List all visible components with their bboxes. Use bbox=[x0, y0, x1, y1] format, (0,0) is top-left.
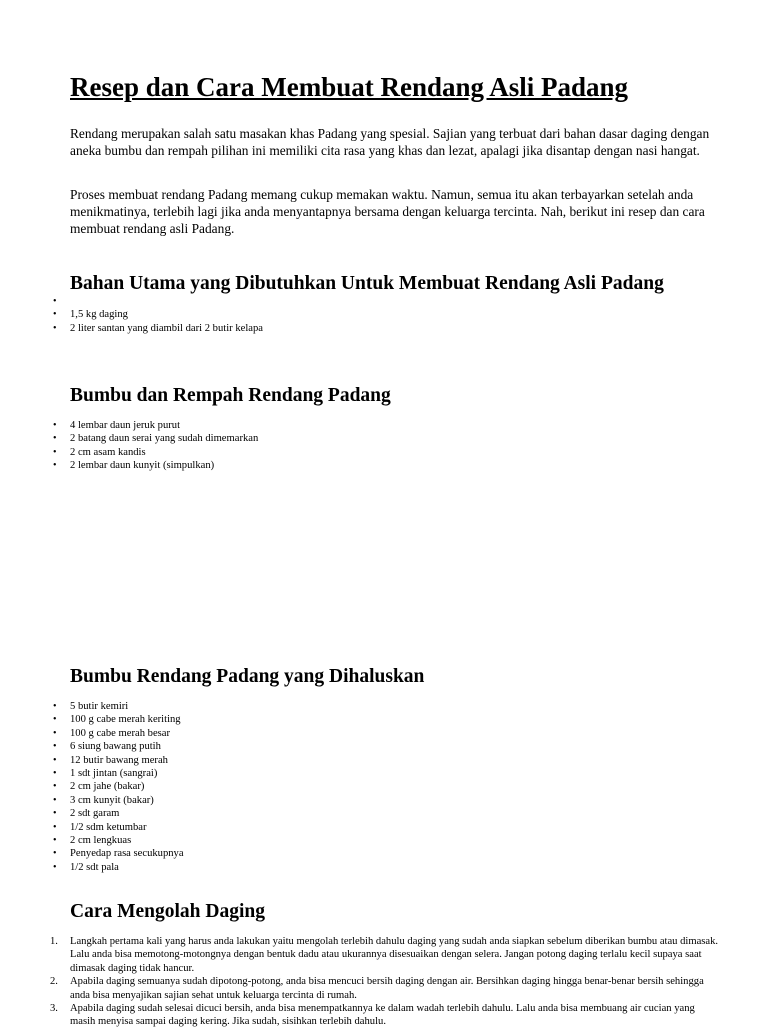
list-item: • 2 cm lengkuas bbox=[70, 834, 720, 847]
page-title: Resep dan Cara Membuat Rendang Asli Padang bbox=[70, 72, 629, 102]
list-item: • 1/2 sdm ketumbar bbox=[70, 821, 720, 834]
list-item: • 5 butir kemiri bbox=[70, 700, 720, 713]
intro-paragraph-2: Proses membuat rendang Padang memang cukup memakan waktu. Namun, semua itu akan terbayarkan setelah anda menikmatinya, terlebih lagi jika anda menyantapnya bersama dengan keluarga tercinta. Nah, berikut ini resep dan cara membuat rendang asli Padang. bbox=[70, 187, 705, 236]
list-item: • 2 cm asam kandis bbox=[70, 446, 720, 459]
heading-bumbu-rempah: Bumbu dan Rempah Rendang Padang bbox=[70, 385, 391, 406]
list-item: • 6 siung bawang putih bbox=[70, 740, 720, 753]
list-item: • 1/2 sdt pala bbox=[70, 861, 720, 874]
list-item: • 2 sdt garam bbox=[70, 807, 720, 820]
step-item bbox=[50, 935, 720, 975]
heading-bumbu-halus: Bumbu Rendang Padang yang Dihaluskan bbox=[70, 666, 425, 687]
list-item: • 2 liter santan yang diambil dari 2 butir kelapa bbox=[70, 322, 720, 335]
heading-cara-mengolah: Cara Mengolah Daging bbox=[70, 901, 265, 922]
list-item: • 100 g cabe merah keriting bbox=[70, 713, 720, 726]
list-item: • 1,5 kg daging bbox=[70, 308, 720, 321]
intro-paragraph-1: Rendang merupakan salah satu masakan khas Padang yang spesial. Sajian yang terbuat dari bahan dasar daging dengan aneka bumbu dan rempah pilihan ini memiliki cita rasa yang khas dan lezat, apalagi jika disantap dengan nasi hangat. bbox=[70, 126, 710, 158]
step-text: Apabila daging semuanya sudah dipotong-potong, anda bisa mencuci bersih daging dengan air. Bersihkan daging hingga benar-benar bersih sehingga anda bisa menyajikan sajian sehat untuk keluarga tercinta di rumah. bbox=[70, 976, 704, 1001]
step-number: 1. bbox=[50, 936, 58, 947]
step-item bbox=[50, 1002, 720, 1029]
list-item: • 1 sdt jintan (sangrai) bbox=[70, 767, 720, 780]
list-item: • Penyedap rasa secukupnya bbox=[70, 847, 720, 860]
list-item: • 2 cm jahe (bakar) bbox=[70, 780, 720, 793]
steps-cara-mengolah bbox=[50, 935, 720, 1029]
step-item bbox=[50, 975, 720, 1002]
list-item: • 3 cm kunyit (bakar) bbox=[70, 794, 720, 807]
step-text: Langkah pertama kali yang harus anda lakukan yaitu mengolah terlebih dahulu daging yang sudah anda siapkan sebelum diberikan bumbu atau dimasak. Lalu anda bisa memotong-motongnya dengan bentuk dadu atau ukurannya disesuaikan dengan selera. Jangan potong daging terlalu kecil supaya saat dimasak daging tidak hancur. bbox=[70, 936, 719, 974]
list-item: • 2 lembar daun kunyit (simpulkan) bbox=[70, 459, 720, 472]
list-bumbu-rempah bbox=[70, 419, 720, 473]
heading-bahan-utama: Bahan Utama yang Dibutuhkan Untuk Membuat Rendang Asli Padang bbox=[70, 273, 664, 294]
list-item: • 4 lembar daun jeruk purut bbox=[70, 419, 720, 432]
list-item: • 12 butir bawang merah bbox=[70, 754, 720, 767]
step-text: Apabila daging sudah selesai dicuci bersih, anda bisa menempatkannya ke dalam wadah terlebih dahulu. Lalu anda bisa membuang air cucian yang masih menyisa sampai daging kering. Jika sudah, sisihkan terlebih dahulu. bbox=[70, 1003, 695, 1028]
list-item: • 100 g cabe merah besar bbox=[70, 727, 720, 740]
list-bumbu-halus bbox=[70, 700, 720, 874]
list-bahan-utama bbox=[70, 295, 720, 335]
list-item: • 2 batang daun serai yang sudah dimemarkan bbox=[70, 432, 720, 445]
list-item-empty bbox=[70, 295, 720, 308]
step-number: 2. bbox=[50, 976, 58, 988]
step-number: 3. bbox=[50, 1003, 58, 1015]
